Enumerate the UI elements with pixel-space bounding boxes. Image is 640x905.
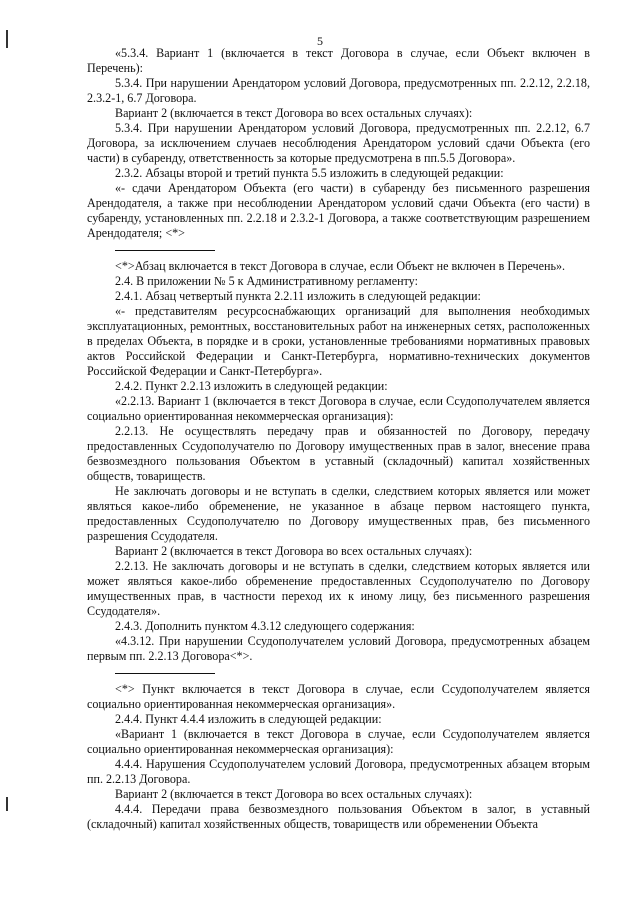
paragraph: Вариант 2 (включается в текст Договора во всех остальных случаях): [115,106,473,120]
footnote: <*>Абзац включается в текст Договора в случае, если Объект не включен в Перечень». [115,259,566,273]
page-number: 5 [317,34,323,48]
paragraph: «4.3.12. При нарушении Ссудополучателем условий Договора, предусмотренных абзацем первым пп. 2.2.13 Договора<*>. [87,634,590,663]
paragraph: 2.4. В приложении № 5 к Административному регламенту: [115,274,418,288]
paragraph: 4.4.4. Передачи права безвозмездного пользования Объектом в залог, в уставный (складочный) капитал хозяйственных обществ, товариществ или обременении Объекта [87,802,590,831]
footnote-separator [115,250,215,251]
paragraph: 2.2.13. Не осуществлять передачу прав и обязанностей по Договору, передачу предоставленных Ссудополучателю по Договору имущественных прав в залог, внесение права безвозмездного пользования Объектом в уставный (складочный) капитал хозяйственных обществ, товариществ. [87,424,590,483]
footnote-separator [115,673,215,674]
paragraph: 2.4.4. Пункт 4.4.4 изложить в следующей редакции: [115,712,382,726]
document-body [87,46,590,832]
paragraph: «Вариант 1 (включается в текст Договора в случае, если Ссудополучателем является социально ориентированная некоммерческая организация): [87,727,590,756]
paragraph: 5.3.4. При нарушении Арендатором условий Договора, предусмотренных пп. 2.2.12, 2.2.18, 2.3.2-1, 6.7 Договора. [87,76,590,105]
paragraph: «- сдачи Арендатором Объекта (его части) в субаренду без письменного разрешения Арендодателя, а также при несоблюдении Арендатором условий сдачи Объекта (его части) в субаренду, установленных пп. 2.2.18 и 2.3.2-1 Договора, а также соответствующим разрешением Арендодателя; <*> [87,181,590,240]
paragraph: «5.3.4. Вариант 1 (включается в текст Договора в случае, если Объект включен в Перечень): [87,46,590,75]
paragraph: «2.2.13. Вариант 1 (включается в текст Договора в случае, если Ссудополучателем является социально ориентированная некоммерческая организация): [87,394,590,423]
paragraph: Вариант 2 (включается в текст Договора во всех остальных случаях): [115,787,473,801]
paragraph: 4.4.4. Нарушения Ссудополучателем условий Договора, предусмотренных абзацем вторым пп. 2.2.13 Договора. [87,757,590,786]
paragraph: 2.2.13. Не заключать договоры и не вступать в сделки, следствием которых является или может являться какое-либо обременение предоставленных Ссудополучателю по Договору имущественных прав, в частности переход их к иному лицу, без письменного разрешения Ссудодателя». [87,559,590,618]
scan-mark [6,797,8,811]
paragraph: Вариант 2 (включается в текст Договора во всех остальных случаях): [115,544,473,558]
paragraph: 2.4.1. Абзац четвертый пункта 2.2.11 изложить в следующей редакции: [115,289,481,303]
footnote: <*> Пункт включается в текст Договора в случае, если Ссудополучателем является социально ориентированная некоммерческая организация». [87,682,590,711]
paragraph: 5.3.4. При нарушении Арендатором условий Договора, предусмотренных пп. 2.2.12, 6.7 Договора, за исключением случаев несоблюдения Арендатором условий сдачи Объекта (его части) в субаренду, ответственность за которые предусмотрена в пп.5.5 Договора». [87,121,590,165]
paragraph: «- представителям ресурсоснабжающих организаций для выполнения необходимых эксплуатационных, ремонтных, восстановительных работ на инженерных сетях, расположенных в пределах Объекта, в порядке и в сроки, установленные требованиями нормативных правовых актов Российской Федерации и Санкт-Петербурга, нормативно-технических документов Российской Федерации и Санкт-Петербурга». [87,304,590,378]
paragraph: 2.4.3. Дополнить пунктом 4.3.12 следующего содержания: [115,619,415,633]
paragraph: Не заключать договоры и не вступать в сделки, следствием которых является или может являться какое-либо обременение, не указанное в абзаце первом настоящего пункта, предоставленных Ссудополучателю по Договору имущественных прав, без письменного разрешения Ссудодателя. [87,484,590,543]
paragraph: 2.4.2. Пункт 2.2.13 изложить в следующей редакции: [115,379,388,393]
paragraph: 2.3.2. Абзацы второй и третий пункта 5.5 изложить в следующей редакции: [115,166,504,180]
